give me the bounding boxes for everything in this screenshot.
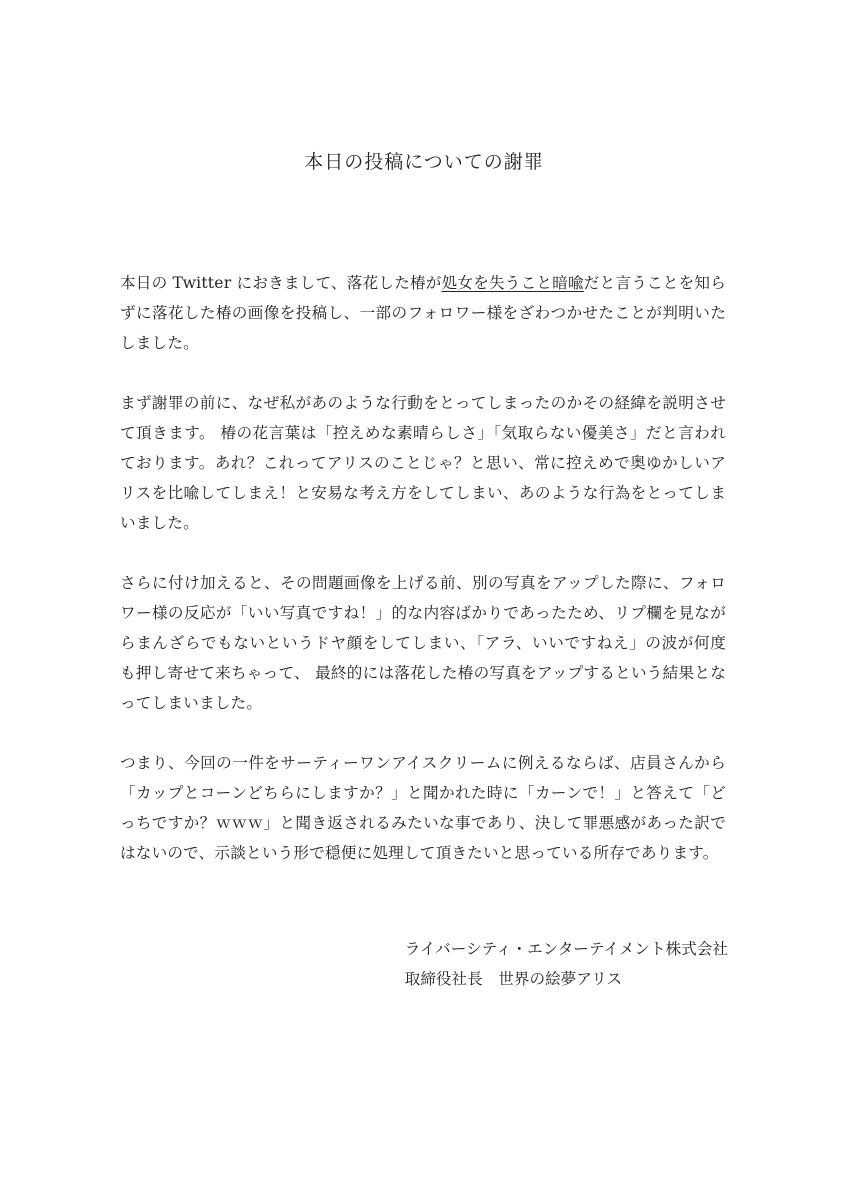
document-body: [120, 268, 726, 898]
signature-block: [405, 934, 728, 994]
company-name: ライバーシティ・エンターテイメント株式会社: [404, 940, 728, 958]
paragraph-additional-context: さらに付け加えると、その問題画像を上げる前、別の写真をアップした際に、フォロワー様の反応が「いい写真ですね！」的な内容ばかりであったため、リプ欄を見ながらまんざらでもないというドヤ顔をしてしまい、「アラ、いいですねえ」の波が何度も押し寄せて来ちゃって、 最終的には落花した椿の写真をアップするという結果となってしまいました。: [120, 574, 726, 712]
signatory-name: 取締役社長 世界の絵夢アリス: [404, 970, 623, 988]
underlined-phrase: 処女を失うこと暗喩: [441, 274, 584, 292]
page-title: 本日の投稿についての謝罪: [304, 151, 544, 173]
paragraph-intro-before: 本日の Twitter におきまして、落花した椿が: [120, 274, 442, 292]
paragraph-analogy: つまり、今回の一件をサーティーワンアイスクリームに例えるならば、店員さんから「カップとコーンどちらにしますか？」と聞かれた時に「カーンで！」と答えて「どっちですか？ｗｗｗ」と聞き返されるみたいな事であり、決して罪悪感があった訳ではないので、示談という形で穏便に処理して頂きたいと思っている所存であります。: [120, 754, 726, 862]
paragraph-background: まず謝罪の前に、なぜ私があのような行動をとってしまったのかその経緯を説明させて頂きます。 椿の花言葉は「控えめな素晴らしさ」「気取らない優美さ」だと言われております。あれ？これってアリスのことじゃ？と思い、常に控えめで奥ゆかしいアリスを比喩してしまえ！と安易な考え方をしてしまい、あのような行為をとってしまいました。: [120, 394, 726, 532]
paragraph-intro-after: だと言うことを知らずに落花した椿の画像を投稿し、一部のフォロワー様をざわつかせたことが判明いたしました。: [120, 274, 726, 352]
paragraph-intro: [120, 268, 726, 358]
